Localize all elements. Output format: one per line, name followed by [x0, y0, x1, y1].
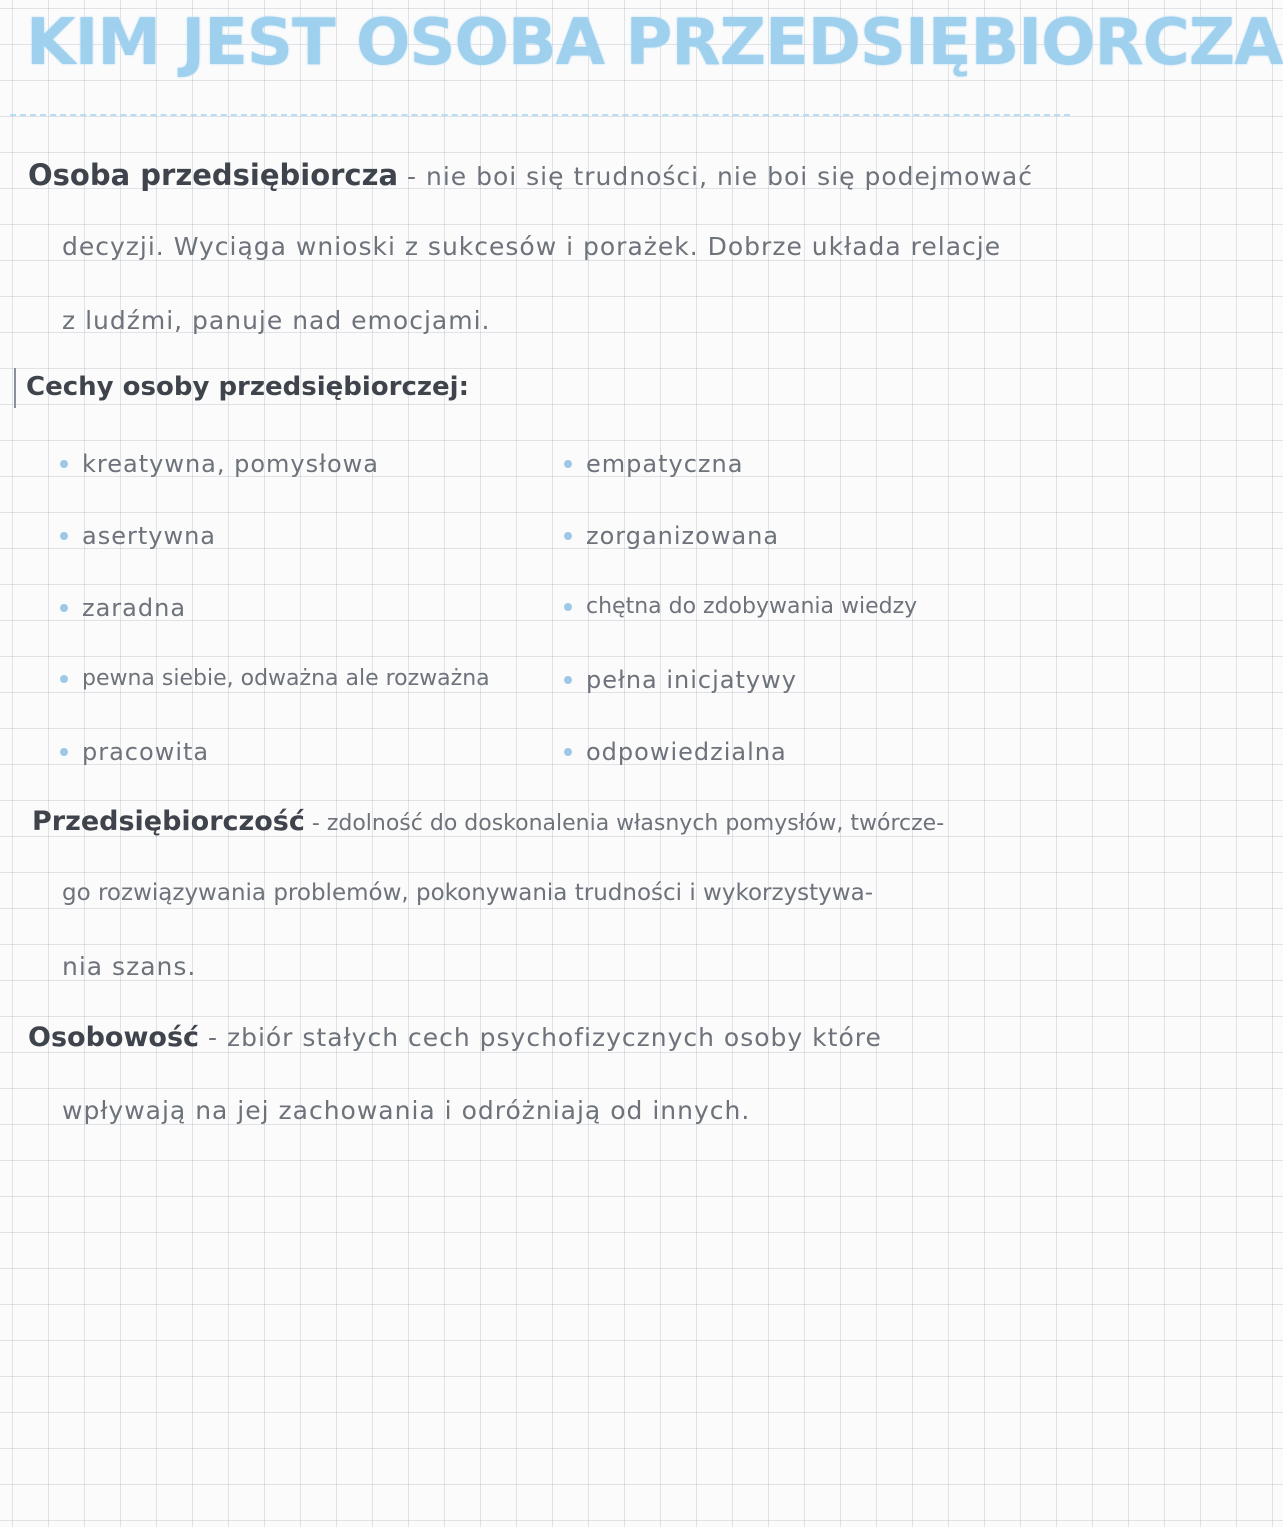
definition-przedsiebiorczosc-line1 — [32, 806, 944, 837]
list-item: odpowiedzialna — [564, 738, 787, 766]
list-item: pełna inicjatywy — [564, 666, 797, 694]
bullet-dot-icon — [564, 748, 572, 756]
term-osoba-przedsiebiorcza: Osoba przedsiębiorcza — [28, 158, 399, 192]
page-title: KIM JEST OSOBA PRZEDSIĘBIORCZA — [26, 6, 1283, 80]
list-item: zorganizowana — [564, 522, 779, 550]
term-przedsiebiorczosc: Przedsiębiorczość — [32, 806, 305, 837]
title-underline — [10, 114, 1070, 116]
list-item: pracowita — [60, 738, 209, 766]
list-item: zaradna — [60, 594, 186, 622]
bullet-dot-icon — [60, 748, 68, 756]
bullet-dot-icon — [60, 675, 68, 683]
definition-przedsiebiorczosc-line2: go rozwiązywania problemów, pokonywania trudności i wykorzystywa- — [62, 880, 873, 906]
list-item: empatyczna — [564, 450, 743, 478]
definition-osoba-line1 — [28, 158, 1033, 192]
cechy-heading — [26, 372, 469, 402]
list-item: chętna do zdobywania wiedzy — [564, 594, 917, 619]
margin-mark — [14, 368, 16, 408]
definition-text: - nie boi się trudności, nie boi się podejmować — [398, 162, 1033, 191]
definition-osobowosc-line2: wpływają na jej zachowania i odróżniają od innych. — [62, 1096, 751, 1125]
cechy-heading-text: Cechy osoby przedsiębiorczej: — [26, 372, 469, 402]
definition-przedsiebiorczosc-line3: nia szans. — [62, 952, 197, 981]
definition-osobowosc-line1 — [28, 1022, 882, 1053]
list-item: asertywna — [60, 522, 216, 550]
definition-text: - zbiór stałych cech psychofizycznych osoby które — [199, 1023, 882, 1052]
bullet-dot-icon — [564, 460, 572, 468]
list-item: kreatywna, pomysłowa — [60, 450, 379, 478]
bullet-dot-icon — [564, 532, 572, 540]
bullet-dot-icon — [60, 532, 68, 540]
bullet-dot-icon — [60, 604, 68, 612]
definition-osoba-line2: decyzji. Wyciąga wnioski z sukcesów i porażek. Dobrze układa relacje — [62, 232, 1002, 261]
bullet-dot-icon — [564, 603, 572, 611]
list-item: pewna siebie, odważna ale rozważna — [60, 666, 490, 691]
term-osobowosc: Osobowość — [28, 1022, 200, 1053]
definition-text: - zdolność do doskonalenia własnych pomysłów, twórcze- — [304, 811, 945, 836]
bullet-dot-icon — [564, 676, 572, 684]
definition-osoba-line3: z ludźmi, panuje nad emocjami. — [62, 306, 491, 335]
bullet-dot-icon — [60, 460, 68, 468]
